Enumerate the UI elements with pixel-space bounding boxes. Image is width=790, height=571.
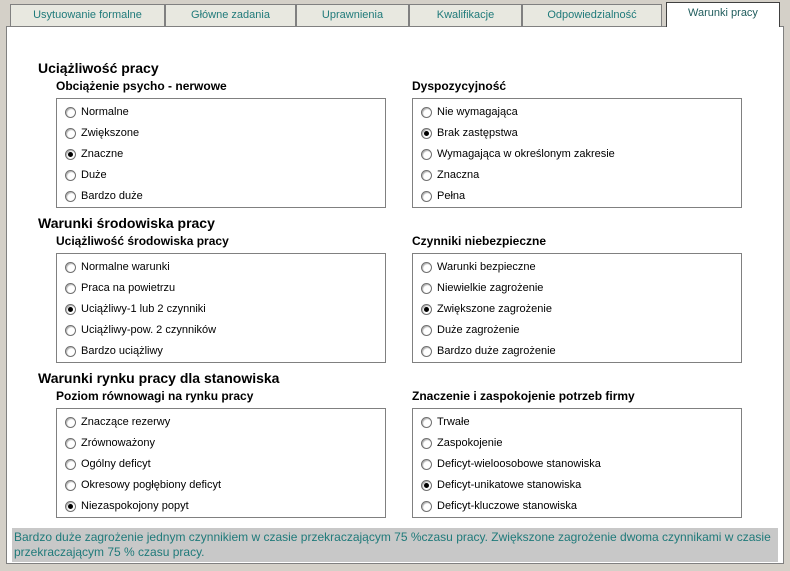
radio-unchecked-icon[interactable] <box>65 346 76 357</box>
radio-option[interactable] <box>65 477 221 493</box>
radio-checked-icon[interactable] <box>421 304 432 315</box>
tab-glowne-zadania[interactable]: Główne zadania <box>165 4 296 27</box>
radio-option[interactable] <box>421 435 502 451</box>
radio-option[interactable] <box>421 477 581 493</box>
radio-option-label: Znaczące rezerwy <box>81 416 171 428</box>
radio-option-label: Wymagająca w określonym zakresie <box>437 148 615 160</box>
radio-option[interactable] <box>65 343 163 359</box>
radio-option[interactable] <box>421 343 556 359</box>
radio-unchecked-icon[interactable] <box>65 107 76 118</box>
radio-unchecked-icon[interactable] <box>421 170 432 181</box>
radio-option[interactable] <box>421 414 470 430</box>
radio-unchecked-icon[interactable] <box>421 283 432 294</box>
radio-unchecked-icon[interactable] <box>65 191 76 202</box>
radio-option[interactable] <box>421 104 518 120</box>
radio-option[interactable] <box>65 259 170 275</box>
radio-unchecked-icon[interactable] <box>421 325 432 336</box>
radio-option[interactable] <box>421 301 552 317</box>
radio-option[interactable] <box>65 414 170 430</box>
radio-option[interactable] <box>65 435 155 451</box>
radio-unchecked-icon[interactable] <box>65 417 76 428</box>
tab-warunki-pracy[interactable]: Warunki pracy <box>666 2 780 27</box>
radio-unchecked-icon[interactable] <box>421 501 432 512</box>
radio-option-label: Deficyt-kluczowe stanowiska <box>437 500 577 512</box>
radio-unchecked-icon[interactable] <box>65 325 76 336</box>
radio-option[interactable] <box>65 280 175 296</box>
radio-option-label: Znaczne <box>81 148 124 160</box>
tab-usytuowanie-formalne[interactable]: Usytuowanie formalne <box>10 4 165 27</box>
radio-option-label: Bardzo duże zagrożenie <box>437 345 556 357</box>
radio-unchecked-icon[interactable] <box>421 459 432 470</box>
radio-checked-icon[interactable] <box>65 501 76 512</box>
radio-option-label: Zwiększone zagrożenie <box>437 303 552 315</box>
radio-option-label: Uciążliwy-1 lub 2 czynniki <box>81 303 206 315</box>
radio-option[interactable] <box>421 280 543 296</box>
radio-option-label: Trwałe <box>437 416 470 428</box>
group-label-poziom-rownowagi: Poziom równowagi na rynku pracy <box>56 389 254 403</box>
radio-option-label: Zaspokojenie <box>437 437 503 449</box>
radio-checked-icon[interactable] <box>421 128 432 139</box>
radio-option[interactable] <box>421 498 577 514</box>
radio-unchecked-icon[interactable] <box>65 128 76 139</box>
radio-unchecked-icon[interactable] <box>65 480 76 491</box>
radio-unchecked-icon[interactable] <box>65 438 76 449</box>
radio-option-label: Brak zastępstwa <box>437 127 518 139</box>
radio-unchecked-icon[interactable] <box>421 417 432 428</box>
radio-option-label: Warunki bezpieczne <box>437 261 536 273</box>
radio-unchecked-icon[interactable] <box>65 262 76 273</box>
group-label-znaczenie-potrzeb: Znaczenie i zaspokojenie potrzeb firmy <box>412 389 635 403</box>
radio-unchecked-icon[interactable] <box>421 191 432 202</box>
radio-option-label: Deficyt-unikatowe stanowiska <box>437 479 582 491</box>
radio-option[interactable] <box>421 188 465 204</box>
tab-kwalifikacje[interactable]: Kwalifikacje <box>409 4 522 27</box>
radio-unchecked-icon[interactable] <box>421 262 432 273</box>
radio-option-label: Bardzo duże <box>81 190 143 202</box>
radio-unchecked-icon[interactable] <box>421 438 432 449</box>
radio-option[interactable] <box>65 167 107 183</box>
radio-option-label: Zwiększone <box>81 127 140 139</box>
radio-group-uciazliwosc-srodowiska <box>56 253 386 363</box>
radio-option[interactable] <box>65 498 189 514</box>
radio-group-czynniki-niebezpieczne <box>412 253 742 363</box>
radio-unchecked-icon[interactable] <box>65 170 76 181</box>
radio-option-label: Zrównoważony <box>81 437 155 449</box>
group-label-czynniki-niebezpieczne: Czynniki niebezpieczne <box>412 234 547 248</box>
tab-uprawnienia[interactable]: Uprawnienia <box>296 4 409 27</box>
radio-option[interactable] <box>65 125 139 141</box>
radio-option[interactable] <box>421 167 479 183</box>
radio-option-label: Niewielkie zagrożenie <box>437 282 544 294</box>
radio-option[interactable] <box>421 125 518 141</box>
description-text: Bardzo duże zagrożenie jednym czynnikiem w czasie przekraczającym 75 %czasu pracy. Zwiększone zagrożenie dwoma czynnikami w czasie przekraczającym 75 % czasu pracy. <box>12 528 778 562</box>
section-title-uciazliwosc-pracy: Uciążliwość pracy <box>38 60 159 76</box>
radio-option-label: Deficyt-wieloosobowe stanowiska <box>437 458 601 470</box>
radio-option-label: Nie wymagająca <box>437 106 518 118</box>
radio-group-znaczenie-potrzeb <box>412 408 742 518</box>
radio-group-dyspozycyjnosc <box>412 98 742 208</box>
group-label-uciazliwosc-srodowiska: Uciążliwość środowiska pracy <box>56 234 229 248</box>
radio-option[interactable] <box>65 456 151 472</box>
radio-unchecked-icon[interactable] <box>421 149 432 160</box>
radio-option-label: Normalne <box>81 106 129 118</box>
radio-option[interactable] <box>421 322 520 338</box>
radio-unchecked-icon[interactable] <box>65 459 76 470</box>
radio-option-label: Niezaspokojony popyt <box>81 500 189 512</box>
radio-unchecked-icon[interactable] <box>65 283 76 294</box>
section-title-warunki-srodowiska: Warunki środowiska pracy <box>38 215 215 231</box>
tab-bar <box>0 0 790 27</box>
radio-checked-icon[interactable] <box>65 304 76 315</box>
radio-option[interactable] <box>421 456 601 472</box>
radio-option-label: Uciążliwy-pow. 2 czynników <box>81 324 217 336</box>
radio-group-poziom-rownowagi <box>56 408 386 518</box>
radio-option[interactable] <box>421 259 536 275</box>
radio-checked-icon[interactable] <box>65 149 76 160</box>
radio-option-label: Duże zagrożenie <box>437 324 520 336</box>
radio-option-label: Bardzo uciążliwy <box>81 345 163 357</box>
radio-option[interactable] <box>65 322 216 338</box>
radio-unchecked-icon[interactable] <box>421 346 432 357</box>
radio-option-label: Ogólny deficyt <box>81 458 151 470</box>
radio-option-label: Normalne warunki <box>81 261 170 273</box>
section-title-warunki-rynku: Warunki rynku pracy dla stanowiska <box>38 370 280 386</box>
radio-checked-icon[interactable] <box>421 480 432 491</box>
radio-option-label: Znaczna <box>437 169 480 181</box>
radio-option[interactable] <box>65 301 206 317</box>
tab-odpowiedzialnosc[interactable]: Odpowiedzialność <box>522 4 662 27</box>
radio-option-label: Pełna <box>437 190 466 202</box>
radio-option[interactable] <box>65 188 143 204</box>
radio-option[interactable] <box>65 146 123 162</box>
radio-group-obciazenie <box>56 98 386 208</box>
group-label-obciazenie: Obciążenie psycho - nerwowe <box>56 79 227 93</box>
radio-unchecked-icon[interactable] <box>421 107 432 118</box>
radio-option[interactable] <box>421 146 615 162</box>
radio-option-label: Praca na powietrzu <box>81 282 176 294</box>
radio-option-label: Duże <box>81 169 107 181</box>
radio-option-label: Okresowy pogłębiony deficyt <box>81 479 222 491</box>
group-label-dyspozycyjnosc: Dyspozycyjność <box>412 79 507 93</box>
radio-option[interactable] <box>65 104 129 120</box>
